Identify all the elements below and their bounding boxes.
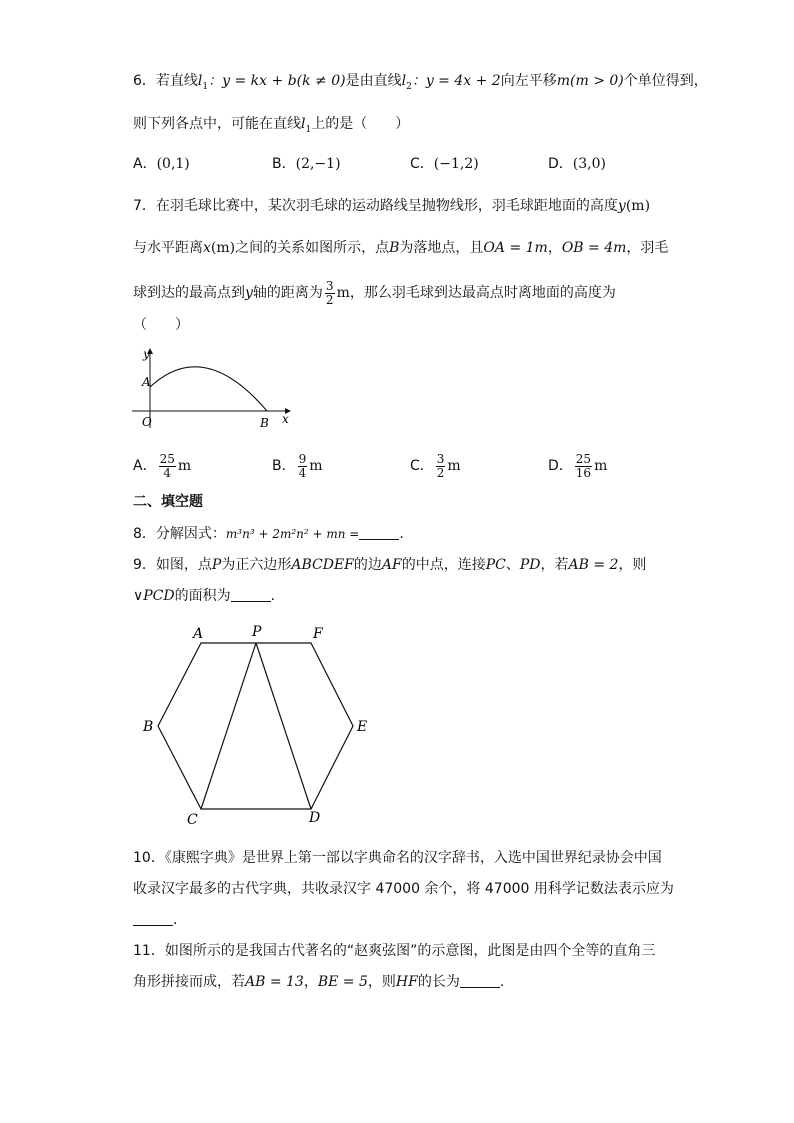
q8-number: 8． xyxy=(133,526,156,542)
q9-line-1: 9．如图，点P为正六边形ABCDEF的边AF的中点，连接PC、PD，若AB = 2，则 xyxy=(133,557,647,573)
q6-option-d[interactable]: D．(3,0) xyxy=(548,156,606,172)
segment-pc xyxy=(201,643,256,809)
hex-label-a: A xyxy=(193,626,204,642)
q7-line-1: 7．在羽毛球比赛中，某次羽毛球的运动路线呈抛物线形，羽毛球距地面的高度y(m) xyxy=(133,198,651,214)
graph-label-y: y xyxy=(143,347,150,361)
q9-number: 9． xyxy=(133,557,156,573)
q6-option-c[interactable]: C．(−1,2) xyxy=(410,156,479,172)
q9-answer-blank[interactable] xyxy=(231,587,271,602)
q7-number: 7． xyxy=(133,198,156,214)
q6-line-1: 6．若直线$l_1$：y = kx + b(k ≠ 0)是由直线$l_2$：y = 4x + 2向左平移m(m > 0)个单位得到， xyxy=(133,73,708,92)
q7-line-4: （ ） xyxy=(133,317,189,333)
hexagon-abcdef xyxy=(158,643,353,809)
graph-label-b: B xyxy=(260,416,269,430)
q9-hexagon-figure xyxy=(135,618,375,830)
q11-line-1: 11．如图所示的是我国古代著名的“赵爽弦图”的示意图，此图是由四个全等的直角三 xyxy=(133,943,656,959)
q7-parabola-graph xyxy=(125,340,300,435)
q10-line-2: 收录汉字最多的古代字典，共收录汉字 47000 余个，将 47000 用科学记数法表示应为 xyxy=(133,881,674,897)
parabola-curve xyxy=(150,367,267,411)
q10-answer-blank[interactable] xyxy=(133,911,173,926)
q6-number: 6． xyxy=(133,73,156,89)
q6-line-2: 则下列各点中，可能在直线$l_1$上的是（ ） xyxy=(133,116,410,135)
q6-option-a[interactable]: A．(0,1) xyxy=(133,156,190,172)
q9-line-2: ∨PCD的面积为 . xyxy=(133,588,276,604)
hex-label-e: E xyxy=(357,719,368,735)
q7-option-b[interactable]: B． $\frac{9}{4}$ m xyxy=(272,451,323,480)
q8-expression: m³n³ + 2m²n² + mn = xyxy=(225,527,360,541)
hex-label-f: F xyxy=(313,626,323,642)
q6-line2-equation: ：y = 4x + 2 xyxy=(411,73,501,89)
q11-line-2: 角形拼接而成，若AB = 13，BE = 5，则HF的长为 . xyxy=(133,974,505,990)
hex-label-b: B xyxy=(143,719,154,735)
q10-line-3: . xyxy=(133,910,177,930)
q6-option-b[interactable]: B．(2,−1) xyxy=(272,156,341,172)
q6-line1-equation: ：y = kx + b xyxy=(208,73,297,89)
q8-answer-blank[interactable] xyxy=(359,525,399,540)
q7-line-2: 与水平距离x(m)之间的关系如图所示，点B为落地点，且OA = 1m，OB = 4m，羽毛 xyxy=(133,240,669,256)
section-heading-fill-in: 二、填空题 xyxy=(133,494,203,510)
q7-option-c[interactable]: C． $\frac{3}{2}$ m xyxy=(410,451,461,480)
q7-fraction: $\frac{3}{2}$ xyxy=(325,278,334,307)
graph-label-x: x xyxy=(282,412,289,426)
q7-line-3: 球到达的最高点到y轴的距离为 $\frac{3}{2}$ m，那么羽毛球到达最高点时离地面的高度为 xyxy=(133,278,616,307)
q8-line: 8．分解因式：m³n³ + 2m²n² + mn = . xyxy=(133,526,404,542)
segment-pd xyxy=(256,643,311,809)
hex-label-d: D xyxy=(309,810,321,826)
hex-label-c: C xyxy=(187,812,198,828)
q7-option-a[interactable]: A． $\frac{25}{4}$ m xyxy=(133,451,192,480)
q7-option-d[interactable]: D． $\frac{25}{16}$ m xyxy=(548,451,608,480)
graph-label-a: A xyxy=(142,375,151,389)
hex-label-p: P xyxy=(252,624,262,640)
graph-label-o: O xyxy=(142,415,152,429)
q10-line-1: 10．《康熙字典》是世界上第一部以字典命名的汉字辞书，入选中国世界纪录协会中国 xyxy=(133,850,662,866)
q11-answer-blank[interactable] xyxy=(460,973,500,988)
